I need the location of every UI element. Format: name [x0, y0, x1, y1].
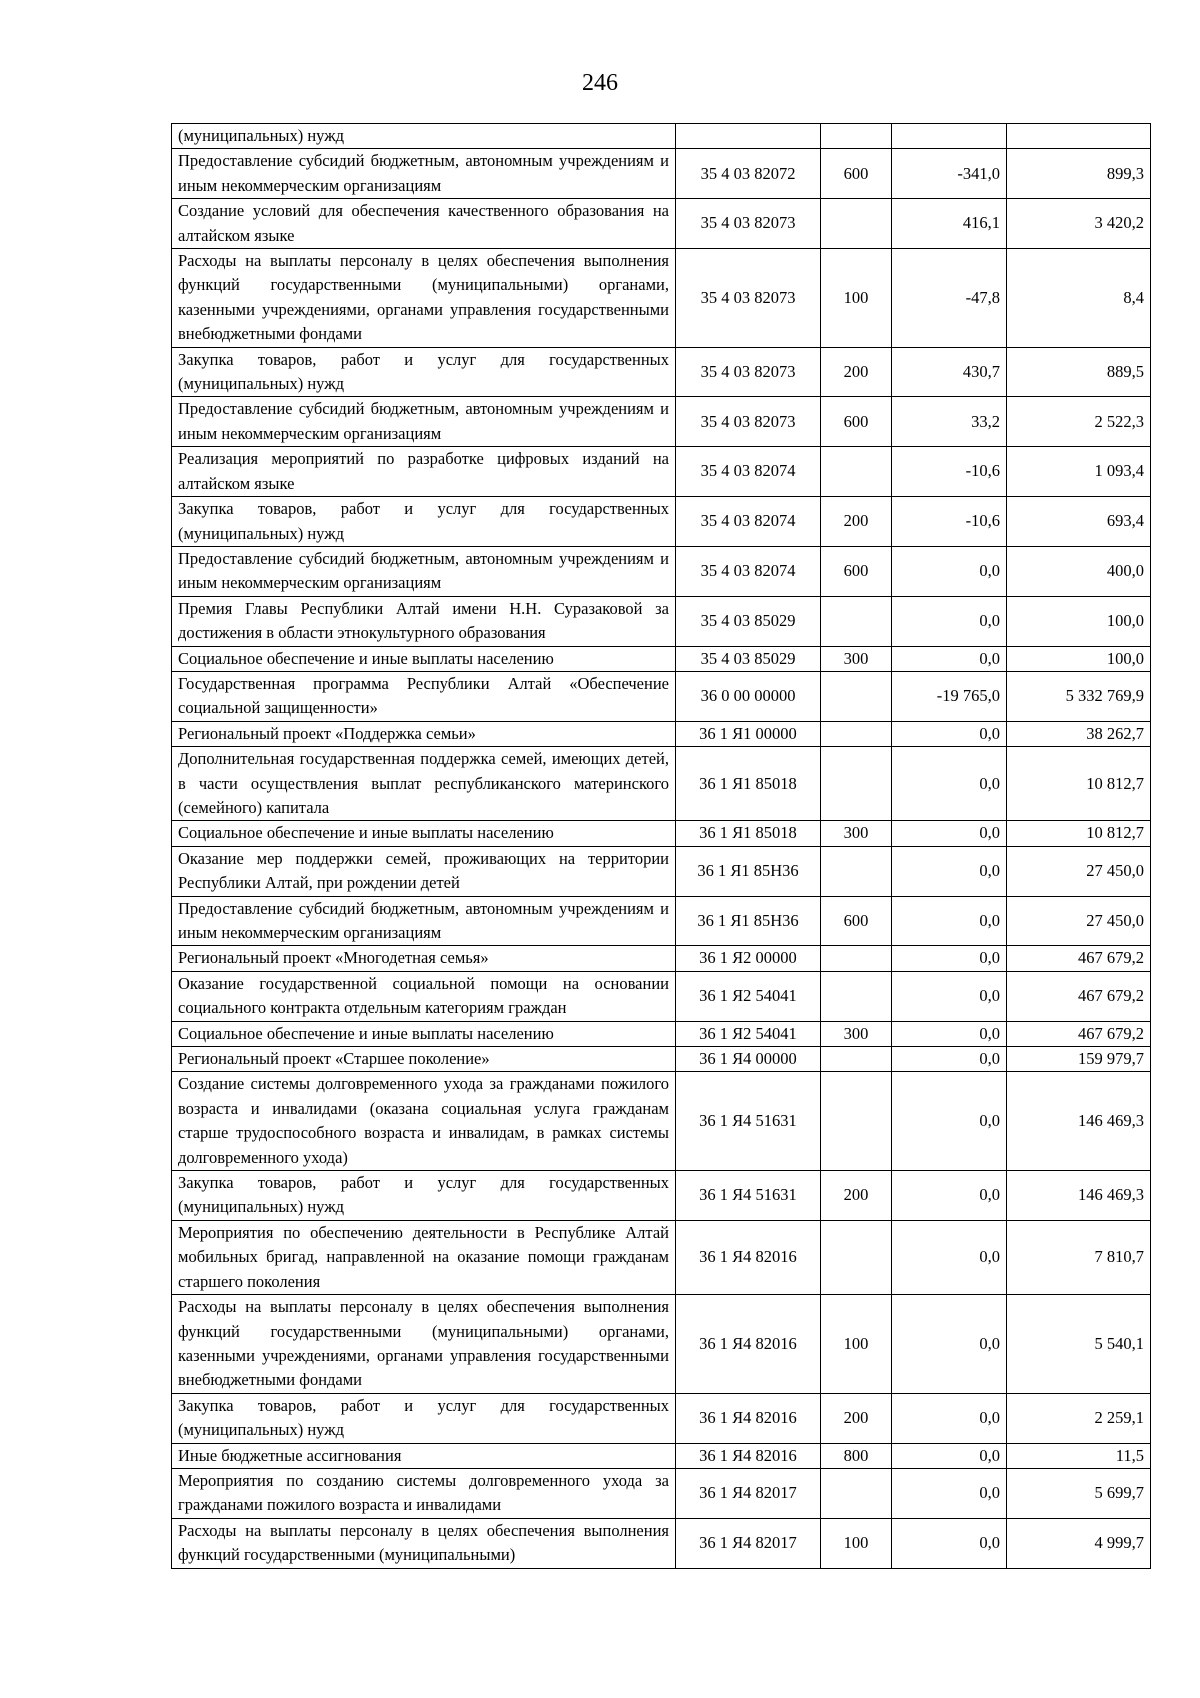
target-article-code-cell: 36 1 Я2 54041 [676, 971, 821, 1021]
target-article-code-cell: 36 1 Я1 85Н36 [676, 896, 821, 946]
table-row [172, 1295, 1151, 1394]
table-row [172, 1047, 1151, 1072]
target-article-code-cell: 36 1 Я4 82016 [676, 1220, 821, 1294]
expense-type-cell: 200 [821, 497, 892, 547]
expense-type-cell [821, 1220, 892, 1294]
table-row [172, 971, 1151, 1021]
expenditure-name-cell: Дополнительная государственная поддержка семей, имеющих детей, в части осуществления выплат республиканского материнского (семейного) капитала [172, 747, 676, 821]
change-amount-cell: 0,0 [892, 747, 1007, 821]
budget-table-body [172, 124, 1151, 1569]
total-amount-cell: 467 679,2 [1007, 1021, 1151, 1046]
expense-type-cell [821, 199, 892, 249]
change-amount-cell: 430,7 [892, 347, 1007, 397]
expense-type-cell: 100 [821, 1295, 892, 1394]
expenditure-name-cell: Региональный проект «Многодетная семья» [172, 946, 676, 971]
total-amount-cell: 100,0 [1007, 646, 1151, 671]
target-article-code-cell: 36 1 Я4 82016 [676, 1443, 821, 1468]
target-article-code-cell: 36 1 Я4 82016 [676, 1295, 821, 1394]
table-row [172, 149, 1151, 199]
total-amount-cell [1007, 124, 1151, 149]
target-article-code-cell: 35 4 03 85029 [676, 646, 821, 671]
change-amount-cell: 0,0 [892, 596, 1007, 646]
expense-type-cell: 600 [821, 546, 892, 596]
expenditure-name-cell: Мероприятия по созданию системы долговременного ухода за гражданами пожилого возраста и инвалидами [172, 1468, 676, 1518]
expense-type-cell: 100 [821, 1518, 892, 1568]
table-row [172, 546, 1151, 596]
table-row [172, 347, 1151, 397]
table-row [172, 671, 1151, 721]
change-amount-cell: 0,0 [892, 646, 1007, 671]
expenditure-name-cell: Мероприятия по обеспечению деятельности в Республике Алтай мобильных бригад, направленной на оказание помощи гражданам старшего поколения [172, 1220, 676, 1294]
target-article-code-cell: 36 1 Я1 85Н36 [676, 846, 821, 896]
target-article-code-cell: 36 1 Я1 00000 [676, 721, 821, 746]
change-amount-cell: 0,0 [892, 896, 1007, 946]
expenditure-name-cell: Региональный проект «Поддержка семьи» [172, 721, 676, 746]
change-amount-cell: 0,0 [892, 546, 1007, 596]
expense-type-cell [821, 124, 892, 149]
total-amount-cell: 10 812,7 [1007, 821, 1151, 846]
table-row [172, 1021, 1151, 1046]
page-number: 246 [582, 70, 618, 96]
expenditure-name-cell: Создание системы долговременного ухода за гражданами пожилого возраста и инвалидами (оказана социальная услуга гражданам старше трудоспособного возраста и инвалидам, в рамках системы долговременного ухода) [172, 1072, 676, 1171]
total-amount-cell: 467 679,2 [1007, 971, 1151, 1021]
expenditure-name-cell: Расходы на выплаты персоналу в целях обеспечения выполнения функций государственными (муниципальными) органами, казенными учреждениями, органами управления государственными внебюджетными фондами [172, 249, 676, 348]
change-amount-cell: 0,0 [892, 1072, 1007, 1171]
table-row [172, 199, 1151, 249]
change-amount-cell: 416,1 [892, 199, 1007, 249]
target-article-code-cell: 35 4 03 82072 [676, 149, 821, 199]
total-amount-cell: 146 469,3 [1007, 1171, 1151, 1221]
target-article-code-cell: 36 0 00 00000 [676, 671, 821, 721]
table-row [172, 646, 1151, 671]
total-amount-cell: 159 979,7 [1007, 1047, 1151, 1072]
change-amount-cell: 0,0 [892, 1021, 1007, 1046]
expense-type-cell [821, 946, 892, 971]
expense-type-cell: 600 [821, 149, 892, 199]
change-amount-cell: 0,0 [892, 846, 1007, 896]
table-row [172, 497, 1151, 547]
change-amount-cell: 0,0 [892, 1171, 1007, 1221]
change-amount-cell: 0,0 [892, 971, 1007, 1021]
expenditure-name-cell: Государственная программа Республики Алтай «Обеспечение социальной защищенности» [172, 671, 676, 721]
target-article-code-cell: 35 4 03 82073 [676, 397, 821, 447]
expense-type-cell [821, 846, 892, 896]
total-amount-cell: 5 699,7 [1007, 1468, 1151, 1518]
table-row [172, 447, 1151, 497]
total-amount-cell: 400,0 [1007, 546, 1151, 596]
target-article-code-cell: 36 1 Я4 82016 [676, 1393, 821, 1443]
expenditure-name-cell: Социальное обеспечение и иные выплаты населению [172, 646, 676, 671]
expenditure-name-cell: Реализация мероприятий по разработке цифровых изданий на алтайском языке [172, 447, 676, 497]
expenditure-name-cell: Закупка товаров, работ и услуг для государственных (муниципальных) нужд [172, 1393, 676, 1443]
change-amount-cell: 0,0 [892, 946, 1007, 971]
expense-type-cell: 100 [821, 249, 892, 348]
expense-type-cell: 200 [821, 347, 892, 397]
total-amount-cell: 1 093,4 [1007, 447, 1151, 497]
change-amount-cell: -10,6 [892, 447, 1007, 497]
table-row [172, 1443, 1151, 1468]
total-amount-cell: 693,4 [1007, 497, 1151, 547]
expense-type-cell: 200 [821, 1393, 892, 1443]
target-article-code-cell [676, 124, 821, 149]
target-article-code-cell: 36 1 Я4 82017 [676, 1518, 821, 1568]
table-row [172, 124, 1151, 149]
total-amount-cell: 889,5 [1007, 347, 1151, 397]
expenditure-name-cell: Оказание мер поддержки семей, проживающих на территории Республики Алтай, при рождении детей [172, 846, 676, 896]
target-article-code-cell: 36 1 Я2 54041 [676, 1021, 821, 1046]
expense-type-cell: 600 [821, 896, 892, 946]
expense-type-cell [821, 721, 892, 746]
total-amount-cell: 27 450,0 [1007, 896, 1151, 946]
expenditure-name-cell: Закупка товаров, работ и услуг для государственных (муниципальных) нужд [172, 497, 676, 547]
expense-type-cell [821, 671, 892, 721]
total-amount-cell: 3 420,2 [1007, 199, 1151, 249]
target-article-code-cell: 35 4 03 85029 [676, 596, 821, 646]
expenditure-name-cell: Закупка товаров, работ и услуг для государственных (муниципальных) нужд [172, 347, 676, 397]
change-amount-cell: 0,0 [892, 1295, 1007, 1394]
table-row [172, 946, 1151, 971]
table-row [172, 596, 1151, 646]
total-amount-cell: 11,5 [1007, 1443, 1151, 1468]
total-amount-cell: 2 522,3 [1007, 397, 1151, 447]
target-article-code-cell: 35 4 03 82074 [676, 497, 821, 547]
expenditure-name-cell: Иные бюджетные ассигнования [172, 1443, 676, 1468]
expenditure-name-cell: Расходы на выплаты персоналу в целях обеспечения выполнения функций государственными (муниципальными) [172, 1518, 676, 1568]
change-amount-cell: -10,6 [892, 497, 1007, 547]
change-amount-cell: 0,0 [892, 1220, 1007, 1294]
target-article-code-cell: 36 1 Я4 51631 [676, 1171, 821, 1221]
expenditure-name-cell: Региональный проект «Старшее поколение» [172, 1047, 676, 1072]
expense-type-cell: 300 [821, 1021, 892, 1046]
expense-type-cell [821, 596, 892, 646]
expenditure-name-cell: Предоставление субсидий бюджетным, автономным учреждениям и иным некоммерческим организациям [172, 149, 676, 199]
target-article-code-cell: 35 4 03 82073 [676, 199, 821, 249]
expense-type-cell [821, 1468, 892, 1518]
expense-type-cell: 300 [821, 646, 892, 671]
target-article-code-cell: 36 1 Я4 00000 [676, 1047, 821, 1072]
expenditure-name-cell: Предоставление субсидий бюджетным, автономным учреждениям и иным некоммерческим организациям [172, 896, 676, 946]
expenditure-name-cell: (муниципальных) нужд [172, 124, 676, 149]
table-row [172, 249, 1151, 348]
change-amount-cell: 33,2 [892, 397, 1007, 447]
target-article-code-cell: 35 4 03 82073 [676, 347, 821, 397]
expense-type-cell: 600 [821, 397, 892, 447]
table-row [172, 896, 1151, 946]
change-amount-cell: -47,8 [892, 249, 1007, 348]
table-row [172, 846, 1151, 896]
expenditure-name-cell: Предоставление субсидий бюджетным, автономным учреждениям и иным некоммерческим организациям [172, 546, 676, 596]
total-amount-cell: 5 332 769,9 [1007, 671, 1151, 721]
expenditure-name-cell: Социальное обеспечение и иные выплаты населению [172, 1021, 676, 1046]
target-article-code-cell: 36 1 Я2 00000 [676, 946, 821, 971]
expense-type-cell [821, 971, 892, 1021]
table-row [172, 1393, 1151, 1443]
budget-table [171, 123, 1151, 1569]
target-article-code-cell: 35 4 03 82074 [676, 546, 821, 596]
expense-type-cell [821, 447, 892, 497]
total-amount-cell: 38 262,7 [1007, 721, 1151, 746]
total-amount-cell: 2 259,1 [1007, 1393, 1151, 1443]
total-amount-cell: 7 810,7 [1007, 1220, 1151, 1294]
change-amount-cell: -19 765,0 [892, 671, 1007, 721]
target-article-code-cell: 36 1 Я1 85018 [676, 821, 821, 846]
change-amount-cell: 0,0 [892, 1468, 1007, 1518]
table-row [172, 1220, 1151, 1294]
total-amount-cell: 4 999,7 [1007, 1518, 1151, 1568]
table-row [172, 721, 1151, 746]
expenditure-name-cell: Создание условий для обеспечения качественного образования на алтайском языке [172, 199, 676, 249]
change-amount-cell: 0,0 [892, 721, 1007, 746]
expense-type-cell [821, 747, 892, 821]
expenditure-name-cell: Социальное обеспечение и иные выплаты населению [172, 821, 676, 846]
expense-type-cell: 300 [821, 821, 892, 846]
expenditure-name-cell: Расходы на выплаты персоналу в целях обеспечения выполнения функций государственными (муниципальными) органами, казенными учреждениями, органами управления государственными внебюджетными фондами [172, 1295, 676, 1394]
total-amount-cell: 8,4 [1007, 249, 1151, 348]
expense-type-cell: 800 [821, 1443, 892, 1468]
table-row [172, 747, 1151, 821]
target-article-code-cell: 35 4 03 82074 [676, 447, 821, 497]
expense-type-cell: 200 [821, 1171, 892, 1221]
total-amount-cell: 10 812,7 [1007, 747, 1151, 821]
target-article-code-cell: 35 4 03 82073 [676, 249, 821, 348]
expenditure-name-cell: Предоставление субсидий бюджетным, автономным учреждениям и иным некоммерческим организациям [172, 397, 676, 447]
total-amount-cell: 899,3 [1007, 149, 1151, 199]
change-amount-cell: 0,0 [892, 1047, 1007, 1072]
total-amount-cell: 5 540,1 [1007, 1295, 1151, 1394]
expenditure-name-cell: Закупка товаров, работ и услуг для государственных (муниципальных) нужд [172, 1171, 676, 1221]
change-amount-cell [892, 124, 1007, 149]
table-row [172, 1468, 1151, 1518]
table-row [172, 1518, 1151, 1568]
expenditure-name-cell: Оказание государственной социальной помощи на основании социального контракта отдельным категориям граждан [172, 971, 676, 1021]
table-row [172, 1072, 1151, 1171]
change-amount-cell: 0,0 [892, 1443, 1007, 1468]
table-row [172, 397, 1151, 447]
expense-type-cell [821, 1047, 892, 1072]
change-amount-cell: 0,0 [892, 821, 1007, 846]
change-amount-cell: 0,0 [892, 1518, 1007, 1568]
total-amount-cell: 100,0 [1007, 596, 1151, 646]
total-amount-cell: 146 469,3 [1007, 1072, 1151, 1171]
expenditure-name-cell: Премия Главы Республики Алтай имени Н.Н. Суразаковой за достижения в области этнокультурного образования [172, 596, 676, 646]
change-amount-cell: -341,0 [892, 149, 1007, 199]
table-row [172, 1171, 1151, 1221]
table-row [172, 821, 1151, 846]
change-amount-cell: 0,0 [892, 1393, 1007, 1443]
target-article-code-cell: 36 1 Я4 51631 [676, 1072, 821, 1171]
target-article-code-cell: 36 1 Я4 82017 [676, 1468, 821, 1518]
expense-type-cell [821, 1072, 892, 1171]
total-amount-cell: 467 679,2 [1007, 946, 1151, 971]
target-article-code-cell: 36 1 Я1 85018 [676, 747, 821, 821]
total-amount-cell: 27 450,0 [1007, 846, 1151, 896]
